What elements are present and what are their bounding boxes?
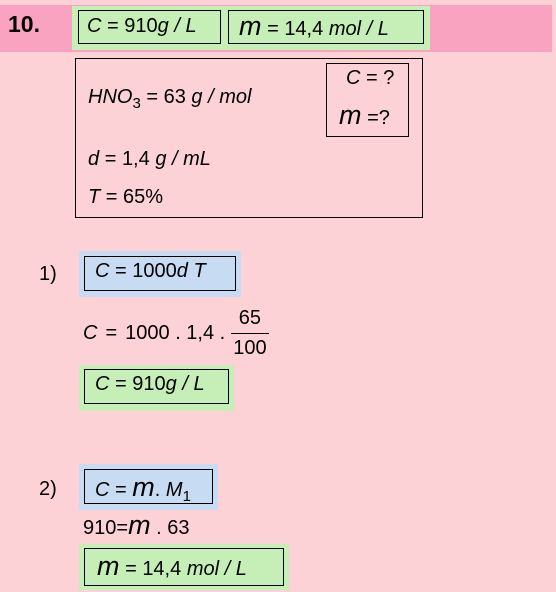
step1-formula-coef: 1000 (132, 260, 177, 282)
step1-result-unit-num: g (165, 373, 177, 395)
step1-calc-eq: = (105, 321, 118, 344)
answer-c-value: 910 (124, 15, 158, 37)
step1-calculation (83, 303, 269, 363)
answer-m-unit-den: L (377, 18, 389, 40)
step1-formula-box (84, 256, 236, 291)
step1-formula-d: d (176, 260, 188, 282)
step2-calc-m: m (128, 510, 151, 540)
step1-fraction (231, 307, 268, 360)
hno3-value: 63 (163, 86, 186, 108)
answer-c-eq: = (107, 15, 119, 37)
step2-calc-rest: . 63 (156, 517, 190, 539)
answer-m-box (228, 10, 424, 44)
step2-formula-eq: = (115, 479, 127, 501)
density-symbol: d (88, 148, 100, 170)
step1-result-value: 910 (132, 373, 166, 395)
answer-m-eq: = (267, 18, 279, 40)
step2-formula-dot: . (154, 479, 161, 501)
answer-c-slash: / (174, 15, 180, 37)
given-density (88, 148, 211, 171)
step1-result-unit-den: L (193, 373, 205, 395)
density-slash: / (172, 148, 178, 170)
step2-calc-left: 910 (83, 517, 117, 539)
answer-c-box (78, 10, 221, 44)
answer-c-unit-den: L (185, 15, 197, 37)
step1-calc-expression: 1000 . 1,4 . (125, 321, 226, 344)
density-unit-den: mL (183, 148, 211, 170)
step1-result-eq: = (115, 373, 127, 395)
problem-number: 10. (8, 11, 40, 37)
step2-result-slash: / (224, 558, 231, 580)
percent-symbol: T (88, 186, 101, 208)
step1-calc-symbol: C (83, 321, 98, 344)
answer-c-unit-num: g (157, 15, 169, 37)
density-value: 1,4 (121, 148, 150, 170)
unknown-c-symbol: C (346, 67, 361, 89)
step2-formula-m: m (132, 472, 155, 502)
step2-result-unit-den: L (235, 558, 247, 580)
step2-calc-eq: = (116, 517, 129, 539)
density-unit-num: g (155, 148, 167, 170)
density-eq: = (104, 148, 117, 170)
step1-formula-eq: = (115, 260, 127, 282)
step2-formula-molar-mass: M (165, 479, 183, 501)
step1-fraction-numerator: 65 (231, 307, 268, 334)
step1-fraction-denominator: 100 (233, 336, 267, 359)
unknown-c-text: = ? (366, 67, 395, 89)
unknown-m (339, 100, 390, 131)
step2-formula-subscript: 1 (182, 488, 191, 505)
step1-label: 1) (39, 263, 57, 285)
answer-m-unit-num: mol (328, 18, 362, 40)
percent-eq: = (105, 186, 118, 208)
hno3-unit-num: g (191, 86, 203, 108)
answer-m-symbol: m (239, 11, 262, 41)
step2-result-symbol: m (97, 551, 120, 581)
step1-result-symbol: C (95, 373, 110, 395)
unknown-c (346, 67, 394, 90)
percent-value: 65% (123, 186, 164, 208)
step2-formula-box (84, 469, 213, 504)
hno3-formula: HNO (88, 86, 133, 108)
hno3-eq: = (146, 86, 159, 108)
given-percent (88, 186, 163, 209)
unknown-m-text: =? (367, 107, 390, 129)
step2-calculation (83, 510, 189, 543)
hno3-subscript: 3 (132, 95, 141, 112)
given-hno3 (88, 86, 251, 112)
step1-result-box (84, 369, 229, 404)
step2-result-eq: = (125, 558, 137, 580)
step1-formula-symbol: C (95, 260, 110, 282)
step2-result-box (84, 548, 284, 586)
step2-formula-symbol: C (95, 479, 110, 501)
hno3-slash: / (208, 86, 214, 108)
answer-m-value: 14,4 (284, 18, 324, 40)
step1-result-slash: / (182, 373, 188, 395)
unknown-m-symbol: m (339, 100, 362, 130)
answer-m-slash: / (366, 18, 373, 40)
answer-c-symbol: C (87, 15, 102, 37)
step2-label: 2) (39, 478, 57, 500)
step2-result-value: 14,4 (142, 558, 182, 580)
step1-formula-t: T (193, 260, 206, 282)
hno3-unit-den: mol (219, 86, 252, 108)
step2-result-unit-num: mol (186, 558, 220, 580)
